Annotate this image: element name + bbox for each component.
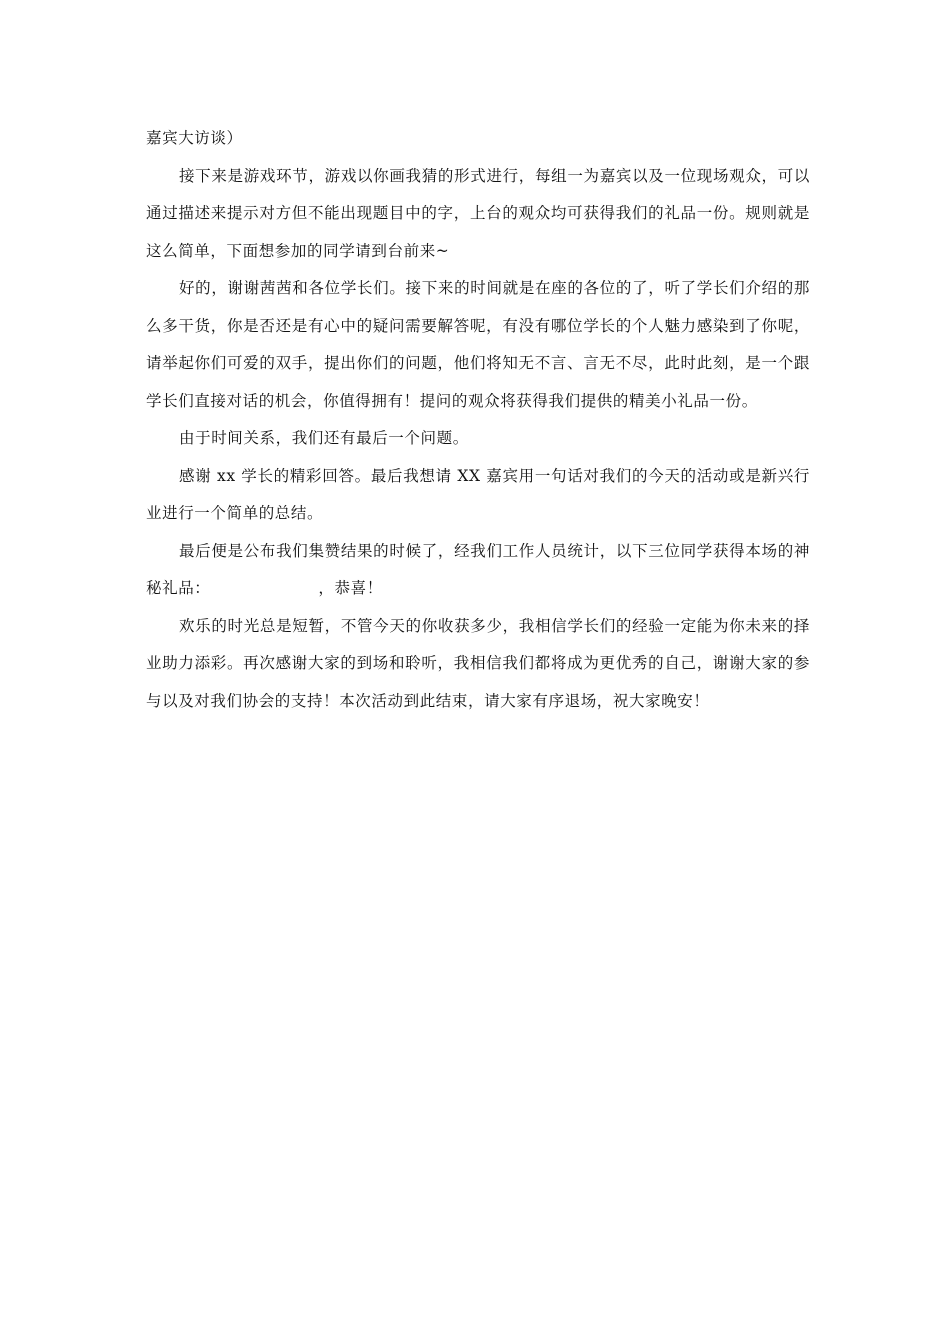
paragraph-summary-request: 感谢 xx 学长的精彩回答。最后我想请 XX 嘉宾用一句话对我们的今天的活动或是新兴行业进行一个简单的总结。 [146,466,810,522]
paragraph-guest-interview-end: 嘉宾大访谈） [146,129,243,147]
paragraph-game-section: 接下来是游戏环节，游戏以你画我猜的形式进行，每组一为嘉宾以及一位现场观众，可以通过描述来提示对方但不能出现题目中的字，上台的观众均可获得我们的礼品一份。规则就是这么简单，下面想参加的同学请到台前来~ [146,166,810,260]
paragraph-prize-announcement [146,533,810,608]
paragraph-closing: 欢乐的时光总是短暂，不管今天的你收获多少，我相信学长们的经验一定能为你未来的择业助力添彩。再次感谢大家的到场和聆听，我相信我们都将成为更优秀的自己，谢谢大家的参与以及对我们协会的支持！本次活动到此结束，请大家有序退场，祝大家晚安！ [146,616,810,710]
paragraph-qa-section: 好的，谢谢茜茜和各位学长们。接下来的时间就是在座的各位的了，听了学长们介绍的那么多干货，你是否还是有心中的疑问需要解答呢，有没有哪位学长的个人魅力感染到了你呢，请举起你们可爱的双手，提出你们的问题，他们将知无不言、言无不尽，此时此刻，是一个跟学长们直接对话的机会，你值得拥有！提问的观众将获得我们提供的精美小礼品一份。 [146,279,810,410]
paragraph-last-question: 由于时间关系，我们还有最后一个问题。 [179,429,469,447]
document-body [146,120,810,720]
prize-text-before: 最后便是公布我们集赞结果的时候了，经我们工作人员统计，以下三位同学获得本场的神秘礼品： [146,541,810,597]
prize-text-after: ，恭喜！ [318,579,383,597]
